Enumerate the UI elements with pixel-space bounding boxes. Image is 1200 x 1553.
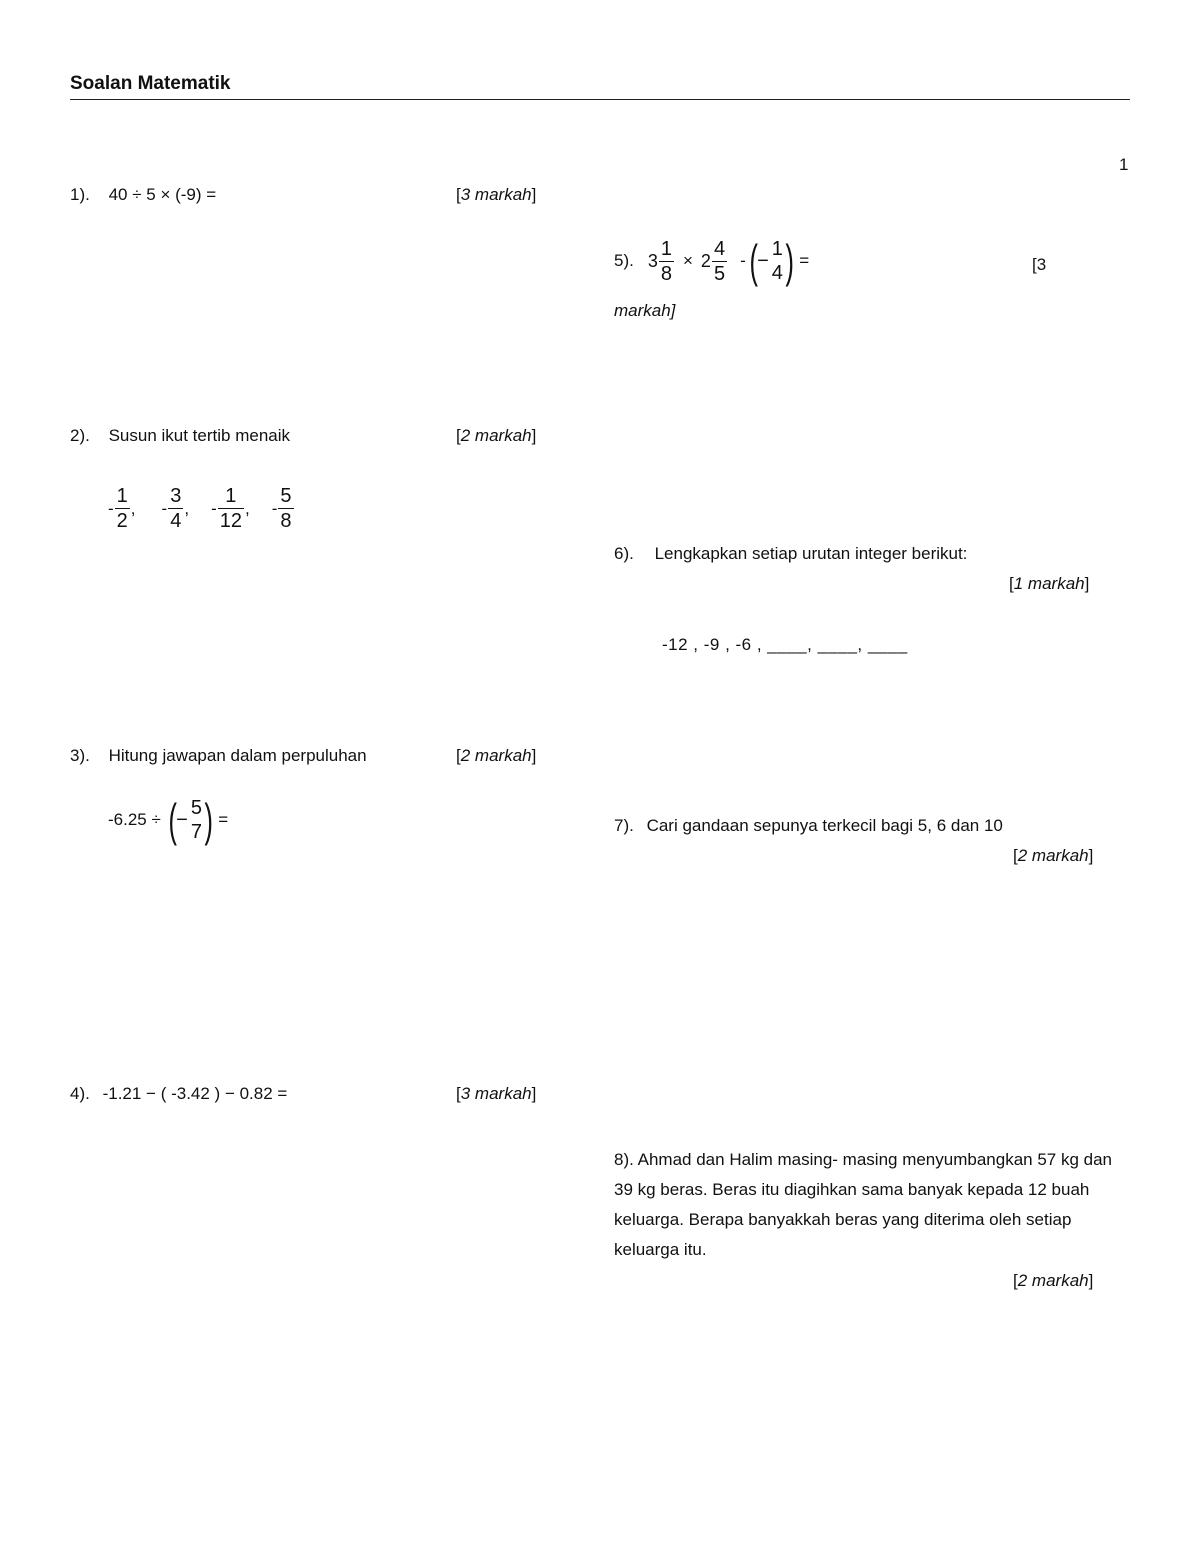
whole-number: 2 <box>700 250 711 271</box>
equals-sign: = <box>218 810 229 829</box>
operator: × <box>682 251 693 270</box>
question-number: 3). <box>70 746 90 765</box>
question-number: 8). <box>614 1150 634 1169</box>
question-text: Hitung jawapan dalam perpuluhan <box>108 746 367 765</box>
question-3-expression <box>108 794 229 846</box>
fraction-sign: - <box>108 498 114 518</box>
denominator: 8 <box>660 262 672 285</box>
page-number: 1 <box>1119 155 1129 174</box>
question-number: 4). <box>70 1084 90 1103</box>
fraction <box>712 239 727 284</box>
numerator: 5 <box>280 485 292 507</box>
question-6 <box>614 544 967 564</box>
right-paren: ) <box>204 794 213 846</box>
header-divider <box>70 99 1130 100</box>
question-number: 6). <box>614 544 634 563</box>
expression-lead: -6.25 ÷ <box>108 810 161 829</box>
marks-label: 2 markah <box>1017 846 1089 865</box>
fraction-sign: - <box>211 498 217 518</box>
numerator: 1 <box>660 237 672 260</box>
fraction <box>115 486 130 531</box>
numerator: 1 <box>116 485 128 507</box>
question-6-marks: [1 markah] <box>1009 574 1090 593</box>
fraction <box>659 239 674 284</box>
fraction-sign: − <box>176 808 188 831</box>
question-1-marks: [3 markah] <box>456 185 537 204</box>
question-number: 1). <box>70 185 90 204</box>
question-text: Lengkapkan setiap urutan integer berikut: <box>654 544 968 563</box>
denominator: 2 <box>116 510 128 532</box>
denominator: 4 <box>771 262 783 284</box>
question-2 <box>70 426 290 446</box>
equals-sign: = <box>799 251 810 270</box>
marks-label: 2 markah <box>460 426 532 445</box>
fraction-item <box>272 486 295 531</box>
fraction-item <box>108 486 136 531</box>
numerator: 1 <box>225 485 237 507</box>
numerator: 3 <box>170 485 182 507</box>
question-number: 2). <box>70 426 90 445</box>
question-1 <box>70 185 216 205</box>
left-paren: ( <box>168 794 177 846</box>
question-number: 5). <box>614 251 634 270</box>
question-2-marks: [2 markah] <box>456 426 537 445</box>
question-8 <box>614 1145 1129 1265</box>
denominator: 7 <box>190 821 202 843</box>
fraction-sign: − <box>757 249 769 272</box>
question-5-marks-close: markah] <box>614 301 676 320</box>
fraction-list <box>108 486 295 531</box>
separator: , <box>184 498 190 518</box>
numerator: 1 <box>771 238 783 260</box>
separator: , <box>244 498 250 518</box>
operator: - <box>740 251 746 270</box>
question-3-marks: [2 markah] <box>456 746 537 765</box>
question-4-marks: [3 markah] <box>456 1084 537 1103</box>
question-expression: -1.21 − ( -3.42 ) − 0.82 = <box>102 1084 288 1103</box>
question-text: Cari gandaan sepunya terkecil bagi 5, 6 dan 10 <box>646 816 1003 835</box>
question-3 <box>70 746 367 766</box>
marks-label: 2 markah <box>1017 1271 1089 1290</box>
page-title: Soalan Matematik <box>70 73 231 94</box>
question-7 <box>614 816 1003 836</box>
fraction-sign: - <box>271 498 278 518</box>
fraction <box>770 239 785 283</box>
question-4 <box>70 1084 287 1104</box>
marks-label: 3 markah <box>460 185 532 204</box>
fraction <box>189 798 204 842</box>
question-text: Susun ikut tertib menaik <box>108 426 290 445</box>
denominator: 8 <box>280 510 292 532</box>
question-expression: 40 ÷ 5 × (-9) = <box>108 185 217 204</box>
right-paren: ) <box>785 235 794 287</box>
question-5 <box>614 235 810 287</box>
denominator: 4 <box>170 510 182 532</box>
whole-number: 3 <box>647 250 658 271</box>
integer-sequence: -12 , -9 , -6 , ____, ____, ____ <box>662 635 908 654</box>
fraction <box>218 486 244 531</box>
question-number: 7). <box>614 816 634 835</box>
separator: , <box>130 498 136 518</box>
question-5-marks-open: [3 <box>1032 255 1047 274</box>
question-text: Ahmad dan Halim masing- masing menyumbangkan 57 kg dan 39 kg beras. Beras itu diagihkan sama banyak kepada 12 buah keluarga. Berapa banyakkah beras yang diterima oleh setiap keluarga itu. <box>614 1150 1113 1259</box>
fraction-item <box>211 486 250 531</box>
numerator: 4 <box>713 237 726 260</box>
denominator: 12 <box>219 510 242 532</box>
numerator: 5 <box>190 797 202 819</box>
marks-label: 2 markah <box>460 746 532 765</box>
marks-label: 3 markah <box>460 1084 532 1103</box>
marks-label: 1 markah <box>1013 574 1085 593</box>
fraction <box>278 486 293 531</box>
fraction-sign: - <box>161 498 168 518</box>
question-7-marks: [2 markah] <box>1013 846 1094 865</box>
left-paren: ( <box>749 235 758 287</box>
fraction <box>168 486 183 531</box>
fraction-item <box>162 486 190 531</box>
denominator: 5 <box>713 262 726 285</box>
question-8-marks: [2 markah] <box>1013 1271 1094 1290</box>
